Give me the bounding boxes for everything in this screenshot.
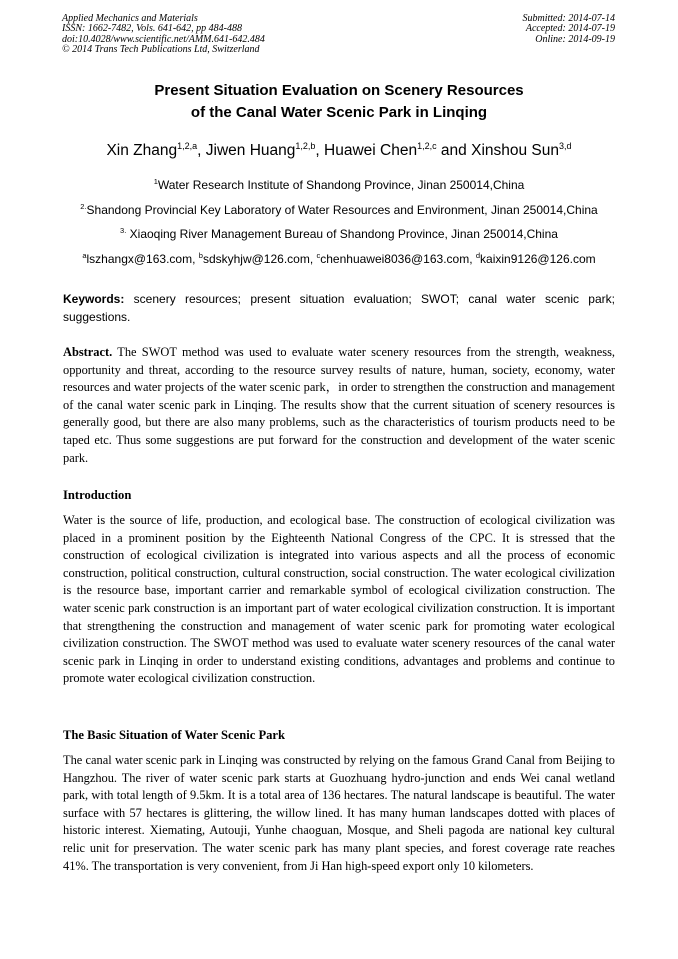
author-separator: and: [436, 142, 472, 160]
issn-line: ISSN: 1662-7482, Vols. 641-642, pp 484-488: [62, 23, 242, 35]
email-mark: d: [475, 251, 481, 260]
abstract-paragraph: [63, 344, 615, 467]
section-body-introduction: Water is the source of life, production, and ecological base. The construction of ecological civilization was placed in a prominent position by the Eighteenth National Congress of the CPC. It is stressed that the construction of ecological civilization is integrated into various aspects and all the process of economic construction, political construction, cultural construction, social construction. The water ecological civilization is the resource base, important carrier and remarkable symbol of ecological civilization construction. The water scenic park construction is an important part of water ecological civilization construction. It is important that strengthening the construction and management of water scenic park for promoting water ecological civilization construction. The SWOT method was used to evaluate water scenery resources of the canal water scenic park in Linqing in order to understand existing conditions, advantages and problems and continue to promote water ecological civilization construction.: [63, 513, 615, 686]
copyright-line: © 2014 Trans Tech Publications Ltd, Switzerland: [62, 44, 260, 56]
section-body-basic-situation: The canal water scenic park in Linqing was constructed by relying on the famous Grand Canal from Beijing to Hangzhou. The river of water scenic park starts at Guozhuang hydro-junction and ends Wei canal wetland park, with total length of 9.5km. It is a total area of 136 hectares. The natural landscape is beautiful. The water surface with 57 hectares is glittering, the willow lined. It has many human landscapes dotted with places of historic interest. Xiemating, Autouji, Yunhe chaoguan, Mosque, and Sheli pagoda are national key cultural relic unit for preservation. The water scenic park has many plant species, and forest coverage rate reaches 41%. The transportation is very convenient, from Ji Han high-speed export only 10 kilometers.: [63, 753, 615, 873]
abstract-text: The SWOT method was used to evaluate water scenery resources from the strength, weakness, opportunity and threat, according to the resource survey results of nature, human, society, economy, water resources and water projects of the water scenic park，in order to strengthen the construction and management of the canal water scenic park in Linqing. The results show that the current situation of scenery resources is generally good, but there are also many problems, such as the characteristics of tourism products need to be taped etc. Thus some suggestions are put forward for the construction and development of the water scenic park.: [63, 345, 615, 465]
author-name: Huawei Chen: [324, 142, 418, 160]
accepted-date: Accepted: 2014-07-19: [525, 23, 615, 35]
paper-title: [62, 80, 616, 124]
affiliation-mark: 2.: [80, 202, 87, 211]
keywords-label: Keywords:: [63, 292, 125, 306]
author-name: Jiwen Huang: [205, 142, 296, 160]
affiliation-text: Shandong Provincial Key Laboratory of Water Resources and Environment, Jinan 250014,China: [86, 203, 598, 217]
affiliation-1: [62, 177, 616, 192]
email-address: lszhangx@163.com,: [86, 252, 199, 266]
keywords-paragraph: [63, 290, 615, 326]
affiliation-3: [62, 226, 616, 241]
email-mark: c: [316, 251, 321, 260]
email-address: kaixin9126@126.com: [480, 252, 596, 266]
journal-header: [62, 14, 265, 56]
keywords-text: scenery resources; present situation evaluation; SWOT; canal water scenic park; suggestions.: [63, 292, 615, 324]
affiliation-text: Xiaoqing River Management Bureau of Shandong Province, Jinan 250014,China: [126, 227, 558, 241]
submitted-date: Submitted: 2014-07-14: [522, 13, 615, 24]
author-list: [62, 141, 616, 160]
section-heading-basic-situation: The Basic Situation of Water Scenic Park: [63, 728, 286, 742]
affiliation-text: Water Research Institute of Shandong Province, Jinan 250014,China: [157, 178, 525, 192]
author-affil-mark: 1,2,a: [177, 141, 198, 151]
author-separator: ,: [197, 142, 206, 160]
author-affil-mark: 3,d: [559, 141, 572, 151]
affiliation-mark: 3.: [120, 226, 127, 235]
author-name: Xin Zhang: [106, 142, 178, 160]
dates-header: [523, 14, 616, 45]
doi-line: doi:10.4028/www.scientific.net/AMM.641-642.484: [62, 33, 265, 45]
author-name: Xinshou Sun: [471, 142, 560, 160]
email-mark: b: [198, 251, 203, 260]
affiliation-mark: 1: [153, 177, 158, 186]
email-address: chenhuawei8036@163.com,: [320, 252, 476, 266]
email-mark: a: [82, 251, 87, 260]
email-list: [62, 251, 616, 266]
title-line-1: Present Situation Evaluation on Scenery Resources: [154, 82, 524, 99]
email-address: sdskyhjw@126.com,: [202, 252, 317, 266]
author-affil-mark: 1,2,b: [295, 141, 316, 151]
section-heading-introduction: Introduction: [63, 488, 132, 502]
title-line-2: of the Canal Water Scenic Park in Linqing: [190, 104, 488, 121]
abstract-label: Abstract.: [63, 345, 113, 359]
online-date: Online: 2014-09-19: [535, 33, 615, 45]
author-affil-mark: 1,2,c: [417, 141, 437, 151]
journal-name: Applied Mechanics and Materials: [62, 13, 198, 24]
affiliation-2: [62, 202, 616, 217]
author-separator: ,: [315, 142, 325, 160]
